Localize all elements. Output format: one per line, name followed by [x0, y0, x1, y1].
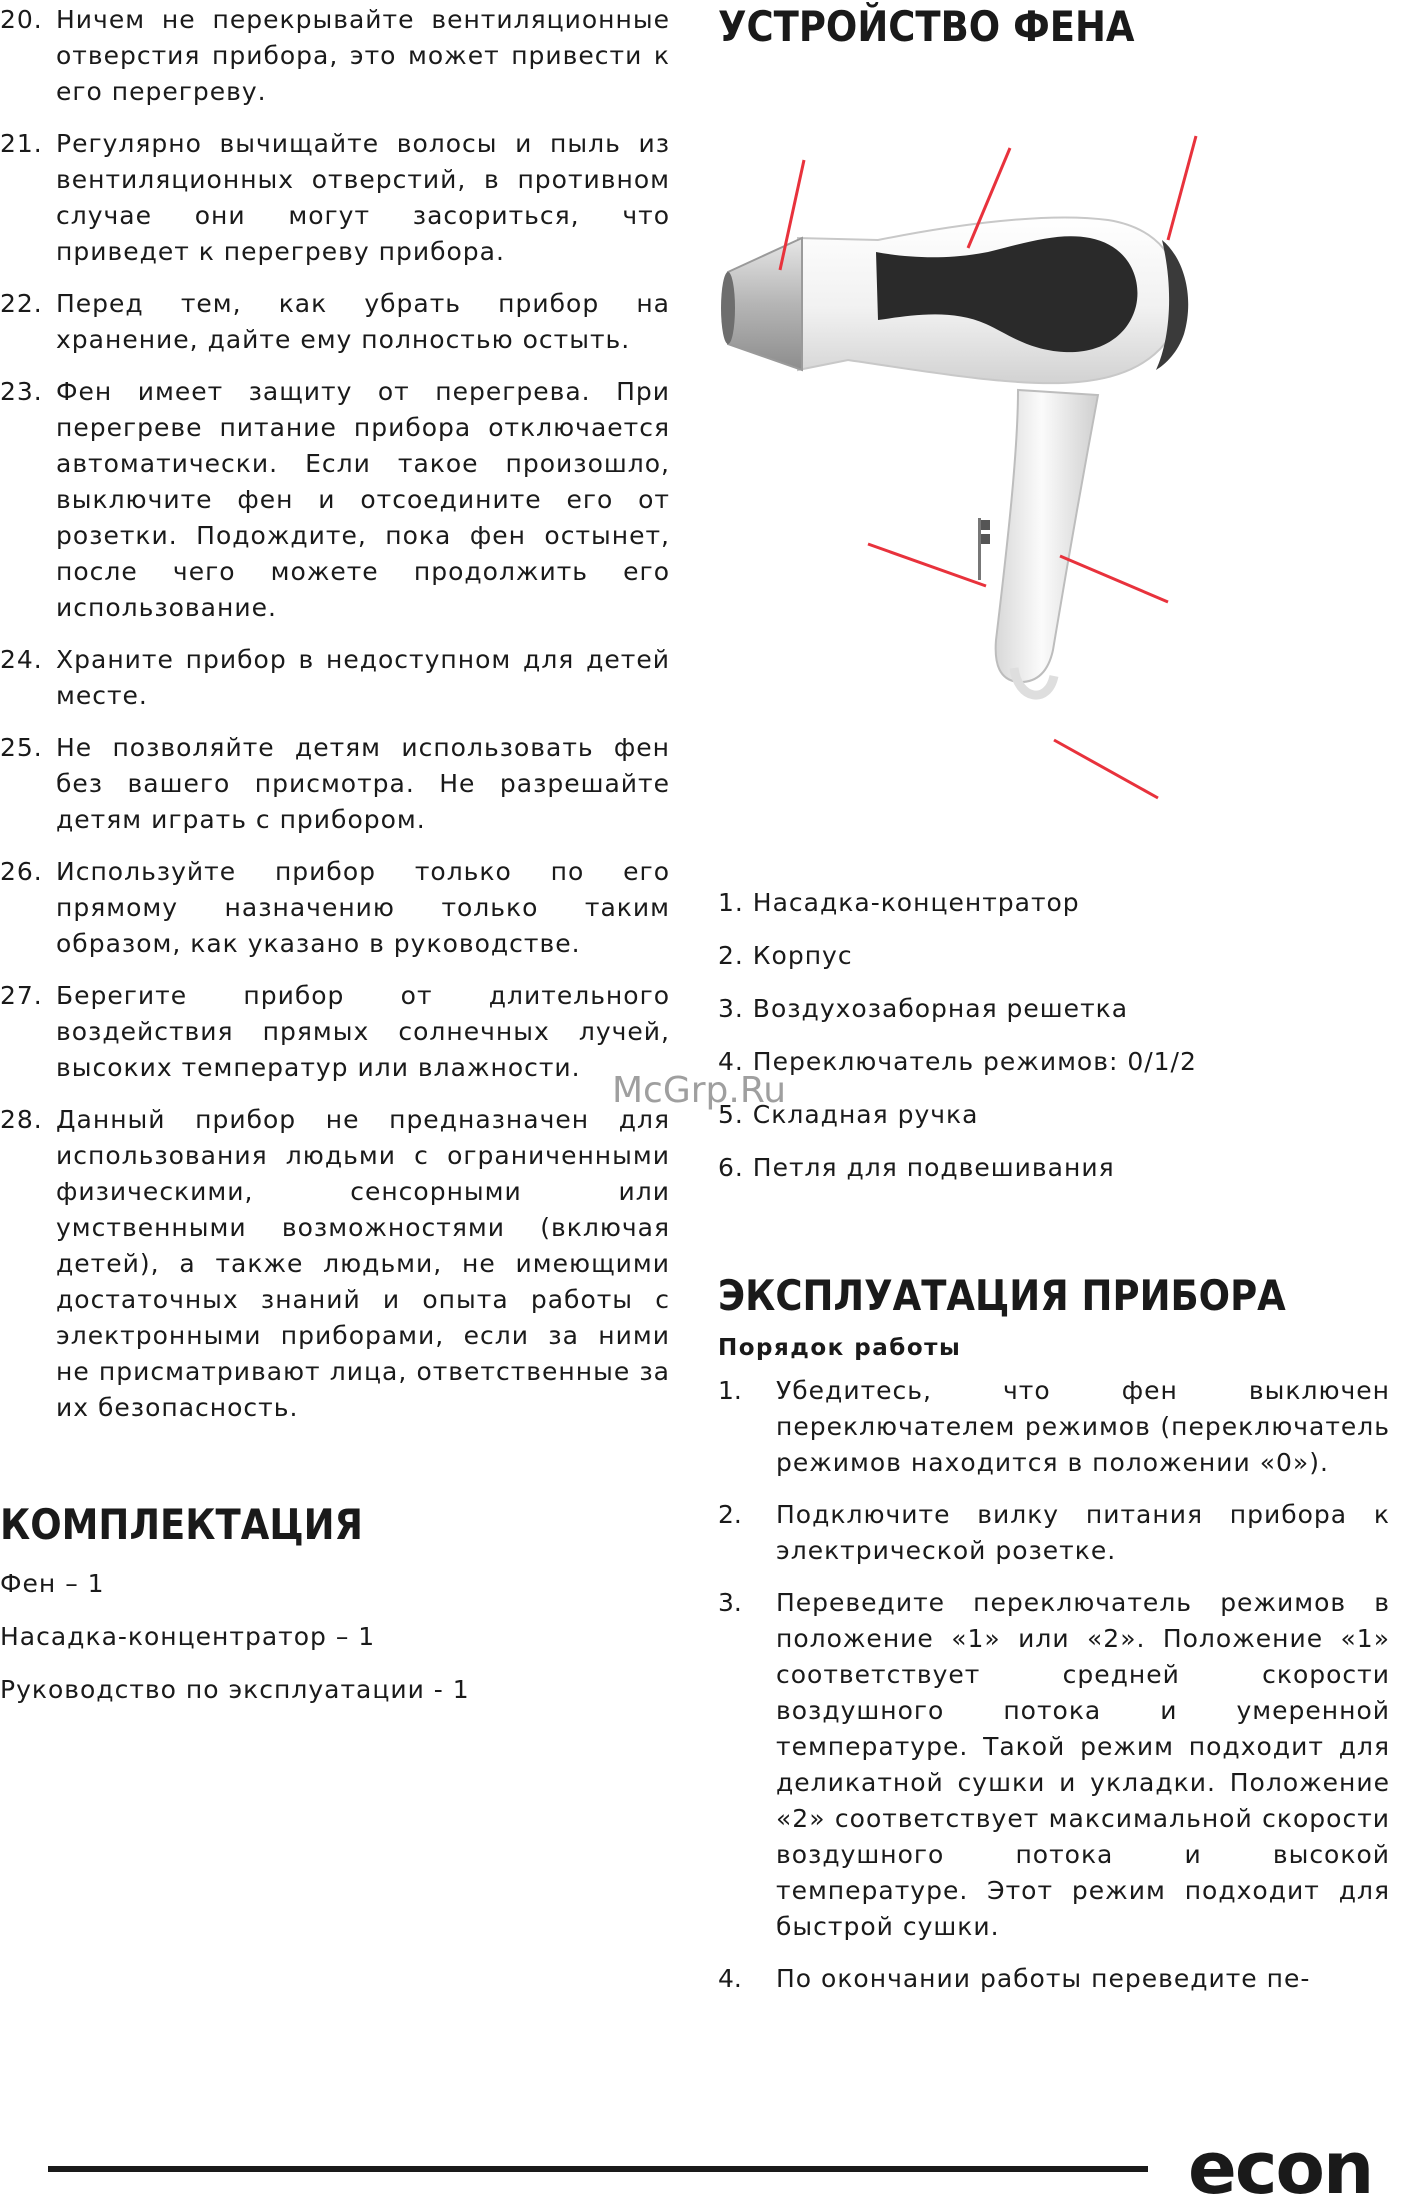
- item-text: Данный прибор не предназначен для использования людьми с ограниченными физическими, сенсорными или умственными возможностями (включая детей), а также людьми, не имеющими достаточных знаний и опыта работы с электронными приборами, если за ними не присматривают лица, ответственные за их безопасность.: [56, 1105, 670, 1422]
- step-text: По окончании работы переведите пе-: [776, 1964, 1311, 1993]
- item-number: 27.: [0, 981, 43, 1010]
- item-text: Фен имеет защиту от перегрева. При перегреве питание прибора отключается автоматически. Если такое произошло, выключите фен и отсоедините его от розетки. Подождите, пока фен остынет, после чего можете продолжить его использование.: [56, 377, 670, 622]
- step-text: Переведите переключатель режимов в положение «1» или «2». Положение «1» соответствует средней скорости воздушного потока и умеренной температуре. Такой режим подходит для деликатной сушки и укладки. Положение «2» соответствует максимальной скорости воздушного потока и высокой температуре. Этот режим подходит для быстрой сушки.: [776, 1588, 1390, 1941]
- safety-list: [0, 2, 670, 1426]
- pointer-5: [1060, 556, 1168, 602]
- part-item: 6. Петля для подвешивания: [718, 1153, 1115, 1182]
- operation-subtitle: Порядок работы: [718, 1335, 962, 1361]
- step-item: [718, 1961, 1390, 1997]
- operation-title: ЭКСПЛУАТАЦИЯ ПРИБОРА: [718, 1271, 1286, 1320]
- list-item: [0, 286, 670, 358]
- item-text: Перед тем, как убрать прибор на хранение, дайте ему полностью остыть.: [56, 289, 670, 354]
- item-text: Не позволяйте детям использовать фен без вашего присмотра. Не разрешайте детям играть с прибором.: [56, 733, 670, 834]
- item-text: Ничем не перекрывайте вентиляционные отверстия прибора, это может привести к его перегреву.: [56, 5, 670, 106]
- step-number: 4.: [718, 1964, 742, 1993]
- step-number: 1.: [718, 1376, 742, 1405]
- parts-list: [718, 885, 1390, 1186]
- step-text: Убедитесь, что фен выключен переключателем режимов (переключатель режимов находится в положении «0»).: [776, 1376, 1390, 1477]
- part-item: 2. Корпус: [718, 941, 853, 970]
- part-item: 1. Насадка-концентратор: [718, 888, 1080, 917]
- footer-rule: [48, 2166, 1148, 2172]
- econ-logo: econ: [1188, 2126, 1373, 2210]
- device-title: УСТРОЙСТВО ФЕНА: [718, 2, 1135, 51]
- list-item: [0, 978, 670, 1086]
- list-item: [0, 730, 670, 838]
- list-item: [0, 374, 670, 626]
- item-number: 22.: [0, 289, 43, 318]
- dryer-body: [798, 217, 1188, 383]
- concentrator-nozzle: [721, 238, 802, 370]
- item-number: 25.: [0, 733, 43, 762]
- item-number: 21.: [0, 129, 43, 158]
- folding-handle: [978, 390, 1098, 682]
- item-number: 24.: [0, 645, 43, 674]
- part-item: 3. Воздухозаборная решетка: [718, 994, 1129, 1023]
- item-number: 26.: [0, 857, 43, 886]
- list-item: [0, 1102, 670, 1426]
- hair-dryer-illustration: [718, 120, 1198, 810]
- step-item: [718, 1497, 1390, 1569]
- list-item: [0, 642, 670, 714]
- watermark: McGrp.Ru: [612, 1070, 787, 1111]
- kit-item: Руководство по эксплуатации - 1: [0, 1675, 470, 1704]
- item-text: Берегите прибор от длительного воздействия прямых солнечных лучей, высоких температур или влажности.: [56, 981, 670, 1082]
- list-item: [0, 854, 670, 962]
- pointer-3: [1168, 136, 1196, 240]
- step-item: [718, 1585, 1390, 1945]
- item-text: Используйте прибор только по его прямому назначению только таким образом, как указано в руководстве.: [56, 857, 670, 958]
- item-number: 20.: [0, 5, 43, 34]
- item-number: 23.: [0, 377, 43, 406]
- pointer-4: [868, 544, 986, 586]
- pointer-6: [1054, 740, 1158, 798]
- step-number: 3.: [718, 1588, 742, 1617]
- kit-item: Насадка-концентратор – 1: [0, 1622, 376, 1651]
- step-number: 2.: [718, 1500, 742, 1529]
- step-item: [718, 1373, 1390, 1481]
- kit-title: КОМПЛЕКТАЦИЯ: [0, 1500, 363, 1549]
- part-item: 4. Переключатель режимов: 0/1/2: [718, 1047, 1197, 1076]
- item-text: Регулярно вычищайте волосы и пыль из вентиляционных отверстий, в противном случае они могут засориться, что приведет к перегреву прибора.: [56, 129, 670, 266]
- kit-item: Фен – 1: [0, 1569, 105, 1598]
- list-item: [0, 2, 670, 110]
- list-item: [0, 126, 670, 270]
- left-column: [0, 0, 670, 1725]
- item-text: Храните прибор в недоступном для детей месте.: [56, 645, 670, 710]
- part-item: 5. Складная ручка: [718, 1100, 979, 1129]
- operation-steps: [718, 1373, 1390, 1997]
- item-number: 28.: [0, 1105, 43, 1134]
- step-text: Подключите вилку питания прибора к электрической розетке.: [776, 1500, 1390, 1565]
